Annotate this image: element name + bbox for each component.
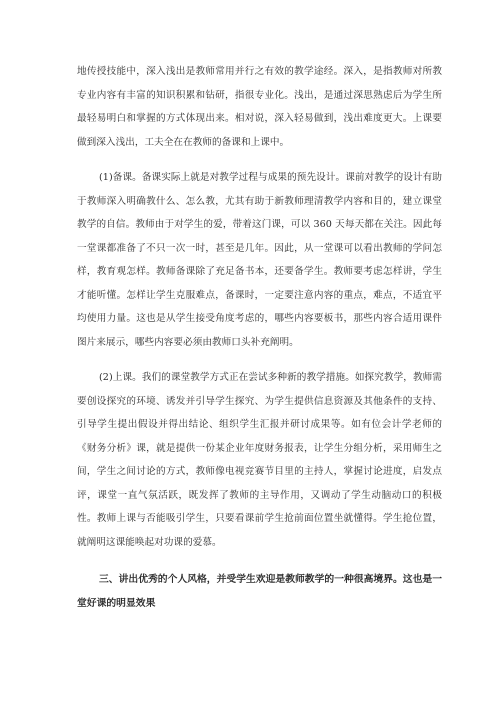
paragraph-spacer bbox=[77, 554, 442, 568]
paragraph-intro: 地传授技能中，深入浅出是教师常用并行之有效的教学途经。深入，是指教师对所教专业内容有丰富的知识积累和钻研，指很专业化。浅出，是通过深思熟虑后为学生所最轻易明白和掌握的方式体现出来。相对说，深入轻易做到，浅出难度更大。上课要做到深入浅出，工夫全在在教师的备课和上课中。 bbox=[77, 66, 442, 148]
paragraph-spacer bbox=[77, 154, 442, 166]
paragraph-lesson-prep: (1)备课。备课实际上就是对教学过程与成果的预先设计。课前对教学的设计有助于教师深入明确教什么、怎么教，尤其有助于新教师理清教学内容和目的，建立课堂教学的自信。教师由于对学生的爱，带着这门课，可以 360 天每天都在关注。因此每一堂课都准备了不只一次一时，甚至是几年。因此，从一堂课可以看出教师的学问怎样，教育观怎样。教师备课除了充足备书本，还要备学生。教师要考虑怎样讲，学生才能听懂。怎样让学生克服难点，备课时，一定要注意内容的重点，难点，不适宜平均使用力量。这也是从学生接受角度考虑的，哪些内容要板书，那些内容合适用课件图片来展示，哪些内容要必须由教师口头补充阐明。 bbox=[77, 172, 442, 348]
section-heading: 三、讲出优秀的个人风格，并受学生欢迎是教师教学的一种很高境界。这也是一堂好课的明显效果 bbox=[77, 574, 442, 609]
document-body bbox=[77, 60, 442, 615]
paragraph-spacer bbox=[77, 354, 442, 366]
paragraph-class-teaching: (2)上课。我们的课堂教学方式正在尝试多种新的教学措施。如探究教学，教师需要创设探究的环境、诱发并引导学生探究、为学生提供信息资源及其他条件的支持、引导学生提出假设并得出结论、组织学生汇报并研讨成果等。如有位会计学老师的《财务分析》课，就是提供一份某企业年度财务报表，让学生分组分析，采用师生之间，学生之间讨论的方式，教师像电视竞赛节目里的主持人，掌握讨论进度，启发点评，课堂一直气氛活跃，既发挥了教师的主导作用，又调动了学生动脑动口的积极性。教师上课与否能吸引学生，只要看课前学生抢前面位置坐就懂得。学生抢位置，就阐明这课能唤起对功课的爱慕。 bbox=[77, 372, 442, 548]
